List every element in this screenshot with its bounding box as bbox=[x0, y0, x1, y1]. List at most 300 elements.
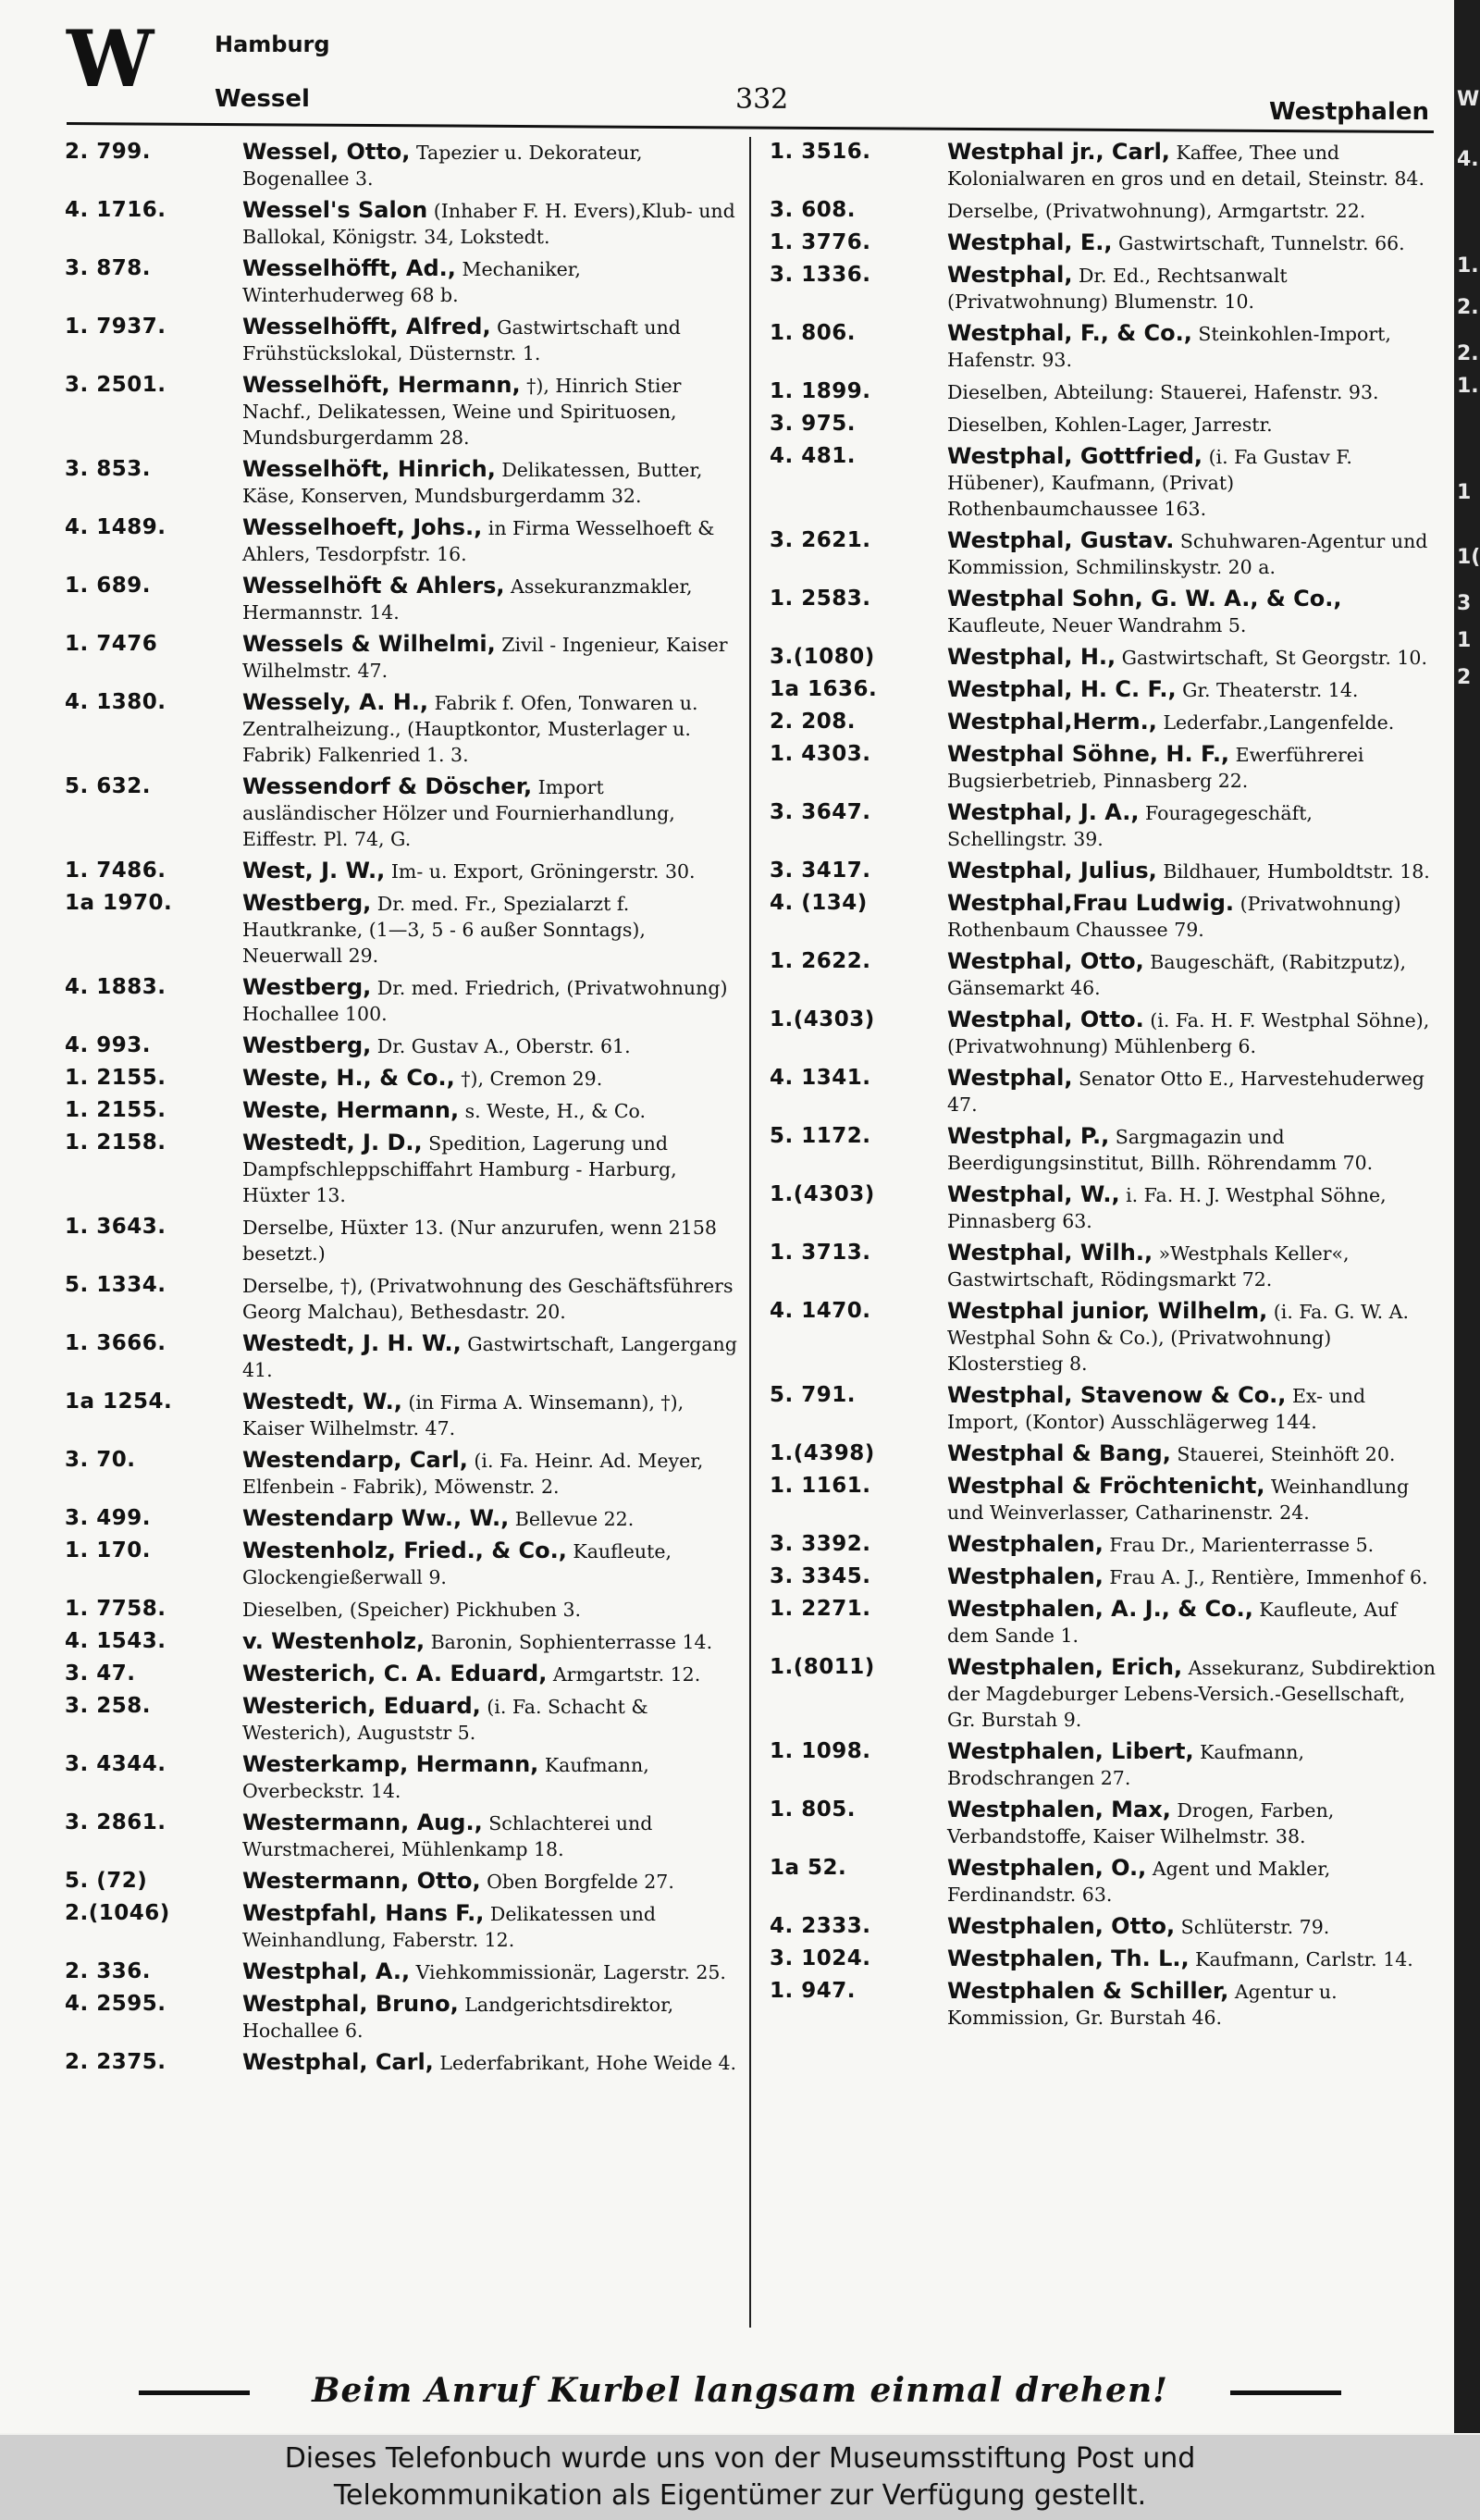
phone-number: 1. 2155. bbox=[65, 1098, 166, 1122]
directory-entry bbox=[65, 1661, 740, 1687]
entry-text bbox=[242, 1330, 740, 1383]
subscriber-details: (Inhaber F. H. Evers),Klub- und Ballokal, Königstr. 34, Lokstedt. bbox=[242, 200, 735, 248]
subscriber-details: Import ausländischer Hölzer und Fournierhandlung, Eiffestr. Pl. 74, G. bbox=[242, 776, 675, 850]
entry-text bbox=[242, 1810, 740, 1862]
phone-number: 4. 1489. bbox=[65, 515, 166, 539]
subscriber-name: Westphalen, Libert, bbox=[947, 1738, 1194, 1764]
subscriber-name: Westphal Söhne, H. F., bbox=[947, 741, 1230, 767]
entry-text bbox=[947, 1531, 1437, 1558]
entry-text bbox=[242, 1596, 740, 1623]
subscriber-details: (i. Fa. Schacht & Westerich), Auguststr 5. bbox=[242, 1696, 648, 1744]
directory-entry bbox=[770, 320, 1437, 373]
entry-text bbox=[242, 1065, 740, 1092]
subscriber-details: Kaufmann, Carlstr. 14. bbox=[1195, 1948, 1413, 1970]
page-number: 332 bbox=[735, 83, 789, 116]
subscriber-details: Kaufmann, Overbeckstr. 14. bbox=[242, 1754, 649, 1802]
entry-text bbox=[947, 1855, 1437, 1908]
directory-entry bbox=[770, 527, 1437, 580]
adjacent-page-fragment: W bbox=[1457, 88, 1480, 111]
entry-text bbox=[947, 709, 1437, 735]
entry-text bbox=[947, 1007, 1437, 1059]
phone-number: 1. 3713. bbox=[770, 1241, 871, 1265]
directory-entry bbox=[65, 890, 740, 969]
directory-entry bbox=[770, 1946, 1437, 1972]
subscriber-name: Westenholz, Fried., & Co., bbox=[242, 1538, 567, 1563]
directory-entry bbox=[65, 1389, 740, 1441]
subscriber-name: Wessendorf & Döscher, bbox=[242, 773, 533, 799]
subscriber-details: Frau Dr., Marienterrasse 5. bbox=[1109, 1534, 1375, 1556]
subscriber-name: Westphalen, A. J., & Co., bbox=[947, 1596, 1253, 1622]
phone-number: 3. 878. bbox=[65, 256, 151, 280]
directory-entry bbox=[770, 1978, 1437, 2031]
section-letter: W bbox=[67, 13, 153, 105]
phone-number: 4. 1543. bbox=[65, 1629, 166, 1653]
subscriber-details: (i. Fa. Heinr. Ad. Meyer, Elfenbein - Fabrik), Möwenstr. 2. bbox=[242, 1450, 704, 1498]
entry-text bbox=[242, 1389, 740, 1441]
entry-text bbox=[947, 1596, 1437, 1649]
subscriber-name: Westermann, Aug., bbox=[242, 1810, 483, 1835]
subscriber-details: (i. Fa. G. W. A. Westphal Sohn & Co.), (Privatwohnung) Klosterstieg 8. bbox=[947, 1301, 1409, 1375]
directory-entry bbox=[65, 372, 740, 451]
subscriber-details: in Firma Wesselhoeft & Ahlers, Tesdorpfstr. 16. bbox=[242, 517, 715, 565]
entry-text bbox=[947, 1065, 1437, 1118]
entry-text bbox=[242, 1130, 740, 1208]
directory-entry bbox=[65, 197, 740, 250]
subscriber-details: Armgartstr. 12. bbox=[552, 1663, 701, 1686]
phone-number: 5. 1172. bbox=[770, 1124, 871, 1148]
subscriber-details: Mechaniker, Winterhuderweg 68 b. bbox=[242, 258, 581, 306]
phone-number: 2. 799. bbox=[65, 140, 151, 164]
entry-text bbox=[242, 1032, 740, 1059]
entry-text bbox=[242, 314, 740, 366]
subscriber-name: Westedt, J. D., bbox=[242, 1130, 423, 1155]
subscriber-details: Dr. med. Fr., Spezialarzt f. Hautkranke, (1—3, 5 - 6 außer Sonntags), Neuerwall 29. bbox=[242, 893, 646, 967]
subscriber-details: Ewerführerei Bugsierbetrieb, Pinnasberg 22. bbox=[947, 744, 1364, 792]
entry-text bbox=[242, 2049, 740, 2076]
directory-entry bbox=[65, 1505, 740, 1532]
directory-entry bbox=[770, 676, 1437, 703]
adjacent-page-fragment: 1. bbox=[1457, 375, 1479, 398]
phone-number: 1. 1899. bbox=[770, 379, 871, 403]
subscriber-name: Westedt, J. H. W., bbox=[242, 1330, 462, 1356]
subscriber-name: Westerkamp, Hermann, bbox=[242, 1751, 539, 1777]
subscriber-details: Agentur u. Kommission, Gr. Burstah 46. bbox=[947, 1981, 1338, 2029]
adjacent-page-fragment: 2. bbox=[1457, 296, 1479, 319]
phone-number: 4. 993. bbox=[65, 1033, 151, 1057]
subscriber-details: †), Hinrich Stier Nachf., Delikatessen, Weine und Spirituosen, Mundsburgerdamm 28. bbox=[242, 375, 682, 449]
subscriber-details: »Westphals Keller«, Gastwirtschaft, Rödingsmarkt 72. bbox=[947, 1242, 1350, 1291]
subscriber-details: Fouragegeschäft, Schellingstr. 39. bbox=[947, 802, 1313, 850]
subscriber-name: Westphal & Fröchtenicht, bbox=[947, 1473, 1265, 1499]
phone-number: 1. 4303. bbox=[770, 742, 871, 766]
phone-number: 1. 2583. bbox=[770, 587, 871, 611]
directory-entry bbox=[770, 1240, 1437, 1292]
directory-entry bbox=[65, 1693, 740, 1746]
directory-entry bbox=[770, 890, 1437, 943]
phone-number: 3. 1024. bbox=[770, 1946, 871, 1970]
phone-number: 1. 805. bbox=[770, 1797, 856, 1822]
subscriber-details: Dr. med. Friedrich, (Privatwohnung) Hochallee 100. bbox=[242, 977, 728, 1025]
adjacent-page-edge bbox=[1454, 0, 1480, 2433]
directory-entry bbox=[65, 1032, 740, 1059]
directory-entry bbox=[770, 139, 1437, 191]
subscriber-details: Dieselben, Abteilung: Stauerei, Hafenstr. 93. bbox=[947, 381, 1379, 403]
phone-number: 5. (72) bbox=[65, 1869, 148, 1893]
subscriber-name: Westendarp Ww., W., bbox=[242, 1505, 510, 1531]
subscriber-details: Dr. Ed., Rechtsanwalt (Privatwohnung) Blumenstr. 10. bbox=[947, 265, 1288, 313]
subscriber-name: Westphal, Carl, bbox=[242, 2049, 434, 2075]
phone-number: 1a 1636. bbox=[770, 677, 878, 701]
phone-number: 1a 1970. bbox=[65, 891, 173, 915]
phone-number: 4. 481. bbox=[770, 444, 856, 468]
subscriber-details: Sargmagazin und Beerdigungsinstitut, Billh. Röhrendamm 70. bbox=[947, 1126, 1374, 1174]
phone-number: 3. 975. bbox=[770, 412, 856, 436]
phone-number: 4. 1883. bbox=[65, 975, 166, 999]
subscriber-details: (Privatwohnung) Rothenbaum Chaussee 79. bbox=[947, 893, 1401, 941]
subscriber-details: Steinkohlen-Import, Hafenstr. 93. bbox=[947, 323, 1391, 371]
subscriber-details: Stauerei, Steinhöft 20. bbox=[1177, 1443, 1396, 1465]
subscriber-details: Gastwirtschaft, St Georgstr. 10. bbox=[1121, 647, 1427, 669]
subscriber-name: Westphal Sohn, G. W. A., & Co., bbox=[947, 586, 1342, 611]
subscriber-name: Wesselhoeft, Johs., bbox=[242, 514, 483, 540]
phone-number: 4. 2595. bbox=[65, 1992, 166, 2016]
subscriber-details: Kaufmann, Brodschrangen 27. bbox=[947, 1741, 1305, 1789]
subscriber-details: Bildhauer, Humboldtstr. 18. bbox=[1163, 860, 1430, 883]
directory-entry bbox=[770, 1797, 1437, 1849]
phone-number: 4. 1716. bbox=[65, 198, 166, 222]
subscriber-details: Kaufleute, Neuer Wandrahm 5. bbox=[947, 614, 1247, 636]
subscriber-name: Westphal, Gottfried, bbox=[947, 443, 1203, 469]
phone-number: 3. 3647. bbox=[770, 800, 871, 824]
subscriber-name: Westpfahl, Hans F., bbox=[242, 1900, 485, 1926]
phone-number: 4. 1470. bbox=[770, 1299, 871, 1323]
directory-entry bbox=[65, 631, 740, 684]
subscriber-details: Gastwirtschaft, Langergang 41. bbox=[242, 1333, 737, 1381]
phone-number: 3. 70. bbox=[65, 1448, 136, 1472]
subscriber-details: Im- u. Export, Gröningerstr. 30. bbox=[390, 860, 696, 883]
entry-text bbox=[242, 1447, 740, 1500]
subscriber-name: Westphalen, Erich, bbox=[947, 1654, 1183, 1680]
phone-number: 2. 208. bbox=[770, 710, 856, 734]
directory-entry bbox=[770, 378, 1437, 405]
subscriber-details: Delikatessen und Weinhandlung, Faberstr. 12. bbox=[242, 1903, 657, 1951]
subscriber-details: Baronin, Sophienterrasse 14. bbox=[430, 1631, 713, 1653]
directory-entry bbox=[770, 1473, 1437, 1526]
directory-entry bbox=[770, 709, 1437, 735]
page-header bbox=[0, 0, 1452, 130]
phone-number: 3. 1336. bbox=[770, 263, 871, 287]
entry-text bbox=[242, 1505, 740, 1532]
subscriber-name: Wesselhöft, Hermann, bbox=[242, 372, 521, 398]
phone-number: 1. 2155. bbox=[65, 1066, 166, 1090]
directory-entry bbox=[65, 1272, 740, 1325]
phone-number: 3. 3417. bbox=[770, 859, 871, 883]
entry-text bbox=[947, 1123, 1437, 1176]
city-label: Hamburg bbox=[215, 31, 330, 57]
subscriber-name: Westphal, Gustav. bbox=[947, 527, 1175, 553]
subscriber-details: Kaufleute, Glockengießerwall 9. bbox=[242, 1540, 672, 1588]
subscriber-name: Westberg, bbox=[242, 890, 372, 916]
entry-text bbox=[947, 197, 1437, 224]
subscriber-name: Westphal, P., bbox=[947, 1123, 1110, 1149]
subscriber-name: Westphal, A., bbox=[242, 1958, 411, 1984]
directory-entry bbox=[65, 255, 740, 308]
directory-entry bbox=[770, 586, 1437, 638]
directory-entry bbox=[65, 1538, 740, 1590]
last-entry-name: Westphalen bbox=[1269, 98, 1430, 126]
phone-number: 5. 1334. bbox=[65, 1273, 166, 1297]
subscriber-name: Westphal, Bruno, bbox=[242, 1991, 459, 2017]
entry-text bbox=[947, 1298, 1437, 1377]
entry-text bbox=[947, 139, 1437, 191]
directory-entry bbox=[65, 1447, 740, 1500]
phone-number: 3. 258. bbox=[65, 1694, 151, 1718]
phone-number: 1. 170. bbox=[65, 1538, 151, 1563]
subscriber-name: Wessely, A. H., bbox=[242, 689, 429, 715]
entry-text bbox=[242, 573, 740, 625]
subscriber-details: Zivil - Ingenieur, Kaiser Wilhelmstr. 47. bbox=[242, 634, 728, 682]
subscriber-name: Westberg, bbox=[242, 1032, 372, 1058]
subscriber-details: Frau A. J., Rentière, Immenhof 6. bbox=[1109, 1566, 1428, 1588]
subscriber-name: Wessels & Wilhelmi, bbox=[242, 631, 496, 657]
subscriber-details: Bellevue 22. bbox=[514, 1508, 635, 1530]
directory-entry bbox=[65, 1900, 740, 1953]
subscriber-details: Gastwirtschaft, Tunnelstr. 66. bbox=[1117, 232, 1405, 254]
entry-text bbox=[947, 644, 1437, 671]
subscriber-details: Tapezier u. Dekorateur, Bogenallee 3. bbox=[242, 142, 643, 190]
subscriber-name: Westphal, bbox=[947, 1065, 1073, 1091]
subscriber-details: Lederfabrikant, Hohe Weide 4. bbox=[439, 2052, 737, 2074]
directory-entry bbox=[770, 1065, 1437, 1118]
entry-text bbox=[242, 456, 740, 509]
subscriber-details: Baugeschäft, (Rabitzputz), Gänsemarkt 46. bbox=[947, 951, 1407, 999]
subscriber-name: Wessel, Otto, bbox=[242, 139, 411, 165]
phone-number: 1.(4398) bbox=[770, 1441, 875, 1465]
subscriber-details: Kaufleute, Auf dem Sande 1. bbox=[947, 1599, 1398, 1647]
subscriber-name: Westphal, H. C. F., bbox=[947, 676, 1177, 702]
phone-number: 3. 4344. bbox=[65, 1752, 166, 1776]
subscriber-details: Agent und Makler, Ferdinandstr. 63. bbox=[947, 1858, 1331, 1906]
subscriber-name: Westphal junior, Wilhelm, bbox=[947, 1298, 1268, 1324]
entry-text bbox=[947, 1382, 1437, 1435]
subscriber-name: Westphal jr., Carl, bbox=[947, 139, 1170, 165]
adjacent-page-fragment: 3 bbox=[1457, 592, 1472, 615]
subscriber-name: Westphal, Otto, bbox=[947, 948, 1144, 974]
subscriber-details: Derselbe, (Privatwohnung), Armgartstr. 22. bbox=[947, 200, 1366, 222]
directory-entry bbox=[770, 197, 1437, 224]
subscriber-name: Westphalen, Th. L., bbox=[947, 1946, 1190, 1971]
directory-entry bbox=[65, 1130, 740, 1208]
subscriber-details: Assekuranzmakler, Hermannstr. 14. bbox=[242, 575, 693, 624]
entry-text bbox=[947, 1563, 1437, 1590]
entry-text bbox=[242, 514, 740, 567]
directory-entry bbox=[770, 1531, 1437, 1558]
entry-text bbox=[242, 1991, 740, 2044]
phone-number: 3. 499. bbox=[65, 1506, 151, 1530]
entry-text bbox=[947, 443, 1437, 522]
subscriber-details: Schuhwaren-Agentur und Kommission, Schmilinskystr. 20 a. bbox=[947, 530, 1428, 578]
subscriber-name: West, J. W., bbox=[242, 858, 386, 883]
entry-text bbox=[947, 890, 1437, 943]
entry-text bbox=[947, 1473, 1437, 1526]
subscriber-details: (in Firma A. Winsemann), †), Kaiser Wilhelmstr. 47. bbox=[242, 1391, 684, 1439]
entry-text bbox=[947, 858, 1437, 884]
phone-number: 3. 853. bbox=[65, 457, 151, 481]
entry-text bbox=[947, 586, 1437, 638]
phone-number: 5. 791. bbox=[770, 1383, 856, 1407]
phone-number: 1. 3666. bbox=[65, 1331, 166, 1355]
phone-number: 1a 52. bbox=[770, 1856, 847, 1880]
phone-number: 1. 947. bbox=[770, 1979, 856, 2003]
subscriber-name: Westphal,Frau Ludwig. bbox=[947, 890, 1235, 916]
phone-number: 4. 1380. bbox=[65, 690, 166, 714]
subscriber-details: Fabrik f. Ofen, Tonwaren u. Zentralheizung., (Hauptkontor, Musterlager u. Fabrik) Falkenried 1. 3. bbox=[242, 692, 698, 766]
subscriber-name: Westphal, J. A., bbox=[947, 799, 1140, 825]
entry-text bbox=[242, 773, 740, 852]
phone-number: 4. 1341. bbox=[770, 1066, 871, 1090]
subscriber-name: Westphalen, bbox=[947, 1563, 1104, 1589]
phone-number: 3. 2621. bbox=[770, 528, 871, 552]
subscriber-details: Kaffee, Thee und Kolonialwaren en gros und en detail, Steinstr. 84. bbox=[947, 142, 1424, 190]
entry-text bbox=[947, 799, 1437, 852]
subscriber-details: Gr. Theaterstr. 14. bbox=[1182, 679, 1359, 701]
phone-number: 1. 7937. bbox=[65, 315, 166, 339]
slogan-dash-left bbox=[139, 2390, 250, 2395]
subscriber-name: Westphal, Stavenow & Co., bbox=[947, 1382, 1287, 1408]
entry-text bbox=[947, 1797, 1437, 1849]
subscriber-name: Weste, H., & Co., bbox=[242, 1065, 455, 1091]
directory-entry bbox=[65, 1596, 740, 1623]
directory-entry bbox=[65, 689, 740, 768]
subscriber-details: Schlüterstr. 79. bbox=[1180, 1916, 1330, 1938]
phone-number: 1. 1098. bbox=[770, 1739, 871, 1763]
phone-number: 2. 2375. bbox=[65, 2050, 166, 2074]
directory-entry bbox=[65, 1810, 740, 1862]
subscriber-name: Westphal, Wilh., bbox=[947, 1240, 1153, 1266]
directory-entry bbox=[770, 644, 1437, 671]
subscriber-name: Westphalen, bbox=[947, 1531, 1104, 1557]
adjacent-page-fragment: 2. bbox=[1457, 342, 1479, 365]
directory-entry bbox=[770, 1596, 1437, 1649]
subscriber-name: Westphalen, Otto, bbox=[947, 1913, 1176, 1939]
phone-number: 1. 1161. bbox=[770, 1474, 871, 1498]
directory-entry bbox=[770, 411, 1437, 438]
phone-number: 1a 1254. bbox=[65, 1390, 173, 1414]
subscriber-name: Westerich, C. A. Eduard, bbox=[242, 1661, 548, 1686]
directory-entry bbox=[770, 1382, 1437, 1435]
directory-entry bbox=[770, 1440, 1437, 1467]
subscriber-details: †), Cremon 29. bbox=[461, 1068, 603, 1090]
subscriber-name: Westerich, Eduard, bbox=[242, 1693, 481, 1719]
subscriber-details: Gastwirtschaft und Frühstückslokal, Düsternstr. 1. bbox=[242, 316, 681, 364]
adjacent-page-fragment: 2 bbox=[1457, 666, 1472, 689]
subscriber-name: Wesselhöfft, Ad., bbox=[242, 255, 456, 281]
subscriber-details: Senator Otto E., Harvestehuderweg 47. bbox=[947, 1068, 1424, 1116]
entry-text bbox=[242, 890, 740, 969]
phone-number: 1. 3776. bbox=[770, 230, 871, 254]
subscriber-details: Ex- und Import, (Kontor) Ausschlägerweg 144. bbox=[947, 1385, 1366, 1433]
directory-entry bbox=[770, 1738, 1437, 1791]
entry-text bbox=[242, 1214, 740, 1266]
header-rule bbox=[67, 122, 1434, 133]
subscriber-name: Westphal, E., bbox=[947, 229, 1113, 255]
subscriber-details: Oben Borgfelde 27. bbox=[487, 1871, 674, 1893]
phone-number: 3. 47. bbox=[65, 1661, 136, 1686]
directory-entry bbox=[770, 1181, 1437, 1234]
footer-slogan bbox=[139, 2368, 1341, 2413]
adjacent-page-fragment: 4. bbox=[1457, 148, 1479, 171]
entry-text bbox=[947, 1654, 1437, 1733]
entry-text bbox=[947, 1240, 1437, 1292]
directory-entry bbox=[770, 1123, 1437, 1176]
subscriber-name: Westphal, W., bbox=[947, 1181, 1120, 1207]
subscriber-details: (i. Fa Gustav F. Hübener), Kaufmann, (Privat) Rothenbaumchaussee 163. bbox=[947, 446, 1352, 520]
entry-text bbox=[242, 255, 740, 308]
directory-entry bbox=[65, 456, 740, 509]
subscriber-details: Weinhandlung und Weinverlasser, Catharinenstr. 24. bbox=[947, 1476, 1410, 1524]
subscriber-details: Landgerichtsdirektor, Hochallee 6. bbox=[242, 1994, 674, 2042]
entry-text bbox=[947, 741, 1437, 794]
directory-entry bbox=[65, 974, 740, 1027]
adjacent-page-fragment: 1 bbox=[1457, 481, 1472, 504]
subscriber-details: Derselbe, Hüxter 13. (Nur anzurufen, wenn 2158 besetzt.) bbox=[242, 1217, 717, 1265]
phone-number: 3.(1080) bbox=[770, 645, 875, 669]
entry-text bbox=[947, 676, 1437, 703]
subscriber-details: Delikatessen, Butter, Käse, Konserven, Mundsburgerdamm 32. bbox=[242, 459, 703, 507]
entry-text bbox=[242, 139, 740, 191]
subscriber-name: Westphal, Julius, bbox=[947, 858, 1157, 883]
phone-number: 1. 2622. bbox=[770, 949, 871, 973]
entry-text bbox=[242, 197, 740, 250]
directory-entry bbox=[65, 858, 740, 884]
entry-text bbox=[242, 1272, 740, 1325]
adjacent-page-fragment: 1( bbox=[1457, 546, 1480, 569]
notice-line-2: Telekommunikation als Eigentümer zur Verfügung gestellt. bbox=[333, 2479, 1147, 2512]
phone-number: 1. 2158. bbox=[65, 1130, 166, 1155]
entry-text bbox=[242, 1958, 740, 1985]
slogan-dash-right bbox=[1230, 2390, 1341, 2395]
entry-text bbox=[947, 378, 1437, 405]
subscriber-name: Wesselhöft, Hinrich, bbox=[242, 456, 496, 482]
phone-number: 2.(1046) bbox=[65, 1901, 170, 1925]
phone-number: 4. 2333. bbox=[770, 1914, 871, 1938]
slogan-text: Beim Anruf Kurbel langsam einmal drehen! bbox=[312, 2371, 1168, 2410]
adjacent-page-fragment: 1. bbox=[1457, 254, 1479, 278]
directory-entry bbox=[770, 229, 1437, 256]
subscriber-details: i. Fa. H. J. Westphal Söhne, Pinnasberg 63. bbox=[947, 1184, 1387, 1232]
subscriber-name: Westedt, W., bbox=[242, 1389, 402, 1414]
directory-entry bbox=[65, 1214, 740, 1266]
first-entry-name: Wessel bbox=[215, 85, 310, 113]
subscriber-name: Westphal,Herm., bbox=[947, 709, 1157, 735]
subscriber-name: Westphalen, Max, bbox=[947, 1797, 1171, 1822]
entry-text bbox=[947, 1913, 1437, 1940]
phone-number: 1. 7486. bbox=[65, 859, 166, 883]
phone-number: 3. 2501. bbox=[65, 373, 166, 397]
subscriber-name: Weste, Hermann, bbox=[242, 1097, 460, 1123]
notice-line-1: Dieses Telefonbuch wurde uns von der Museumsstiftung Post und bbox=[284, 2442, 1196, 2475]
entry-text bbox=[242, 372, 740, 451]
subscriber-name: Wessel's Salon bbox=[242, 197, 428, 223]
directory-entry bbox=[65, 1097, 740, 1124]
directory-entry bbox=[65, 1958, 740, 1985]
directory-entry bbox=[770, 741, 1437, 794]
directory-entry bbox=[770, 1563, 1437, 1590]
entry-text bbox=[947, 262, 1437, 315]
subscriber-name: Wesselhöft & Ahlers, bbox=[242, 573, 505, 599]
phone-number: 1.(8011) bbox=[770, 1655, 875, 1679]
subscriber-details: Spedition, Lagerung und Dampfschleppschiffahrt Hamburg - Harburg, Hüxter 13. bbox=[242, 1132, 677, 1206]
